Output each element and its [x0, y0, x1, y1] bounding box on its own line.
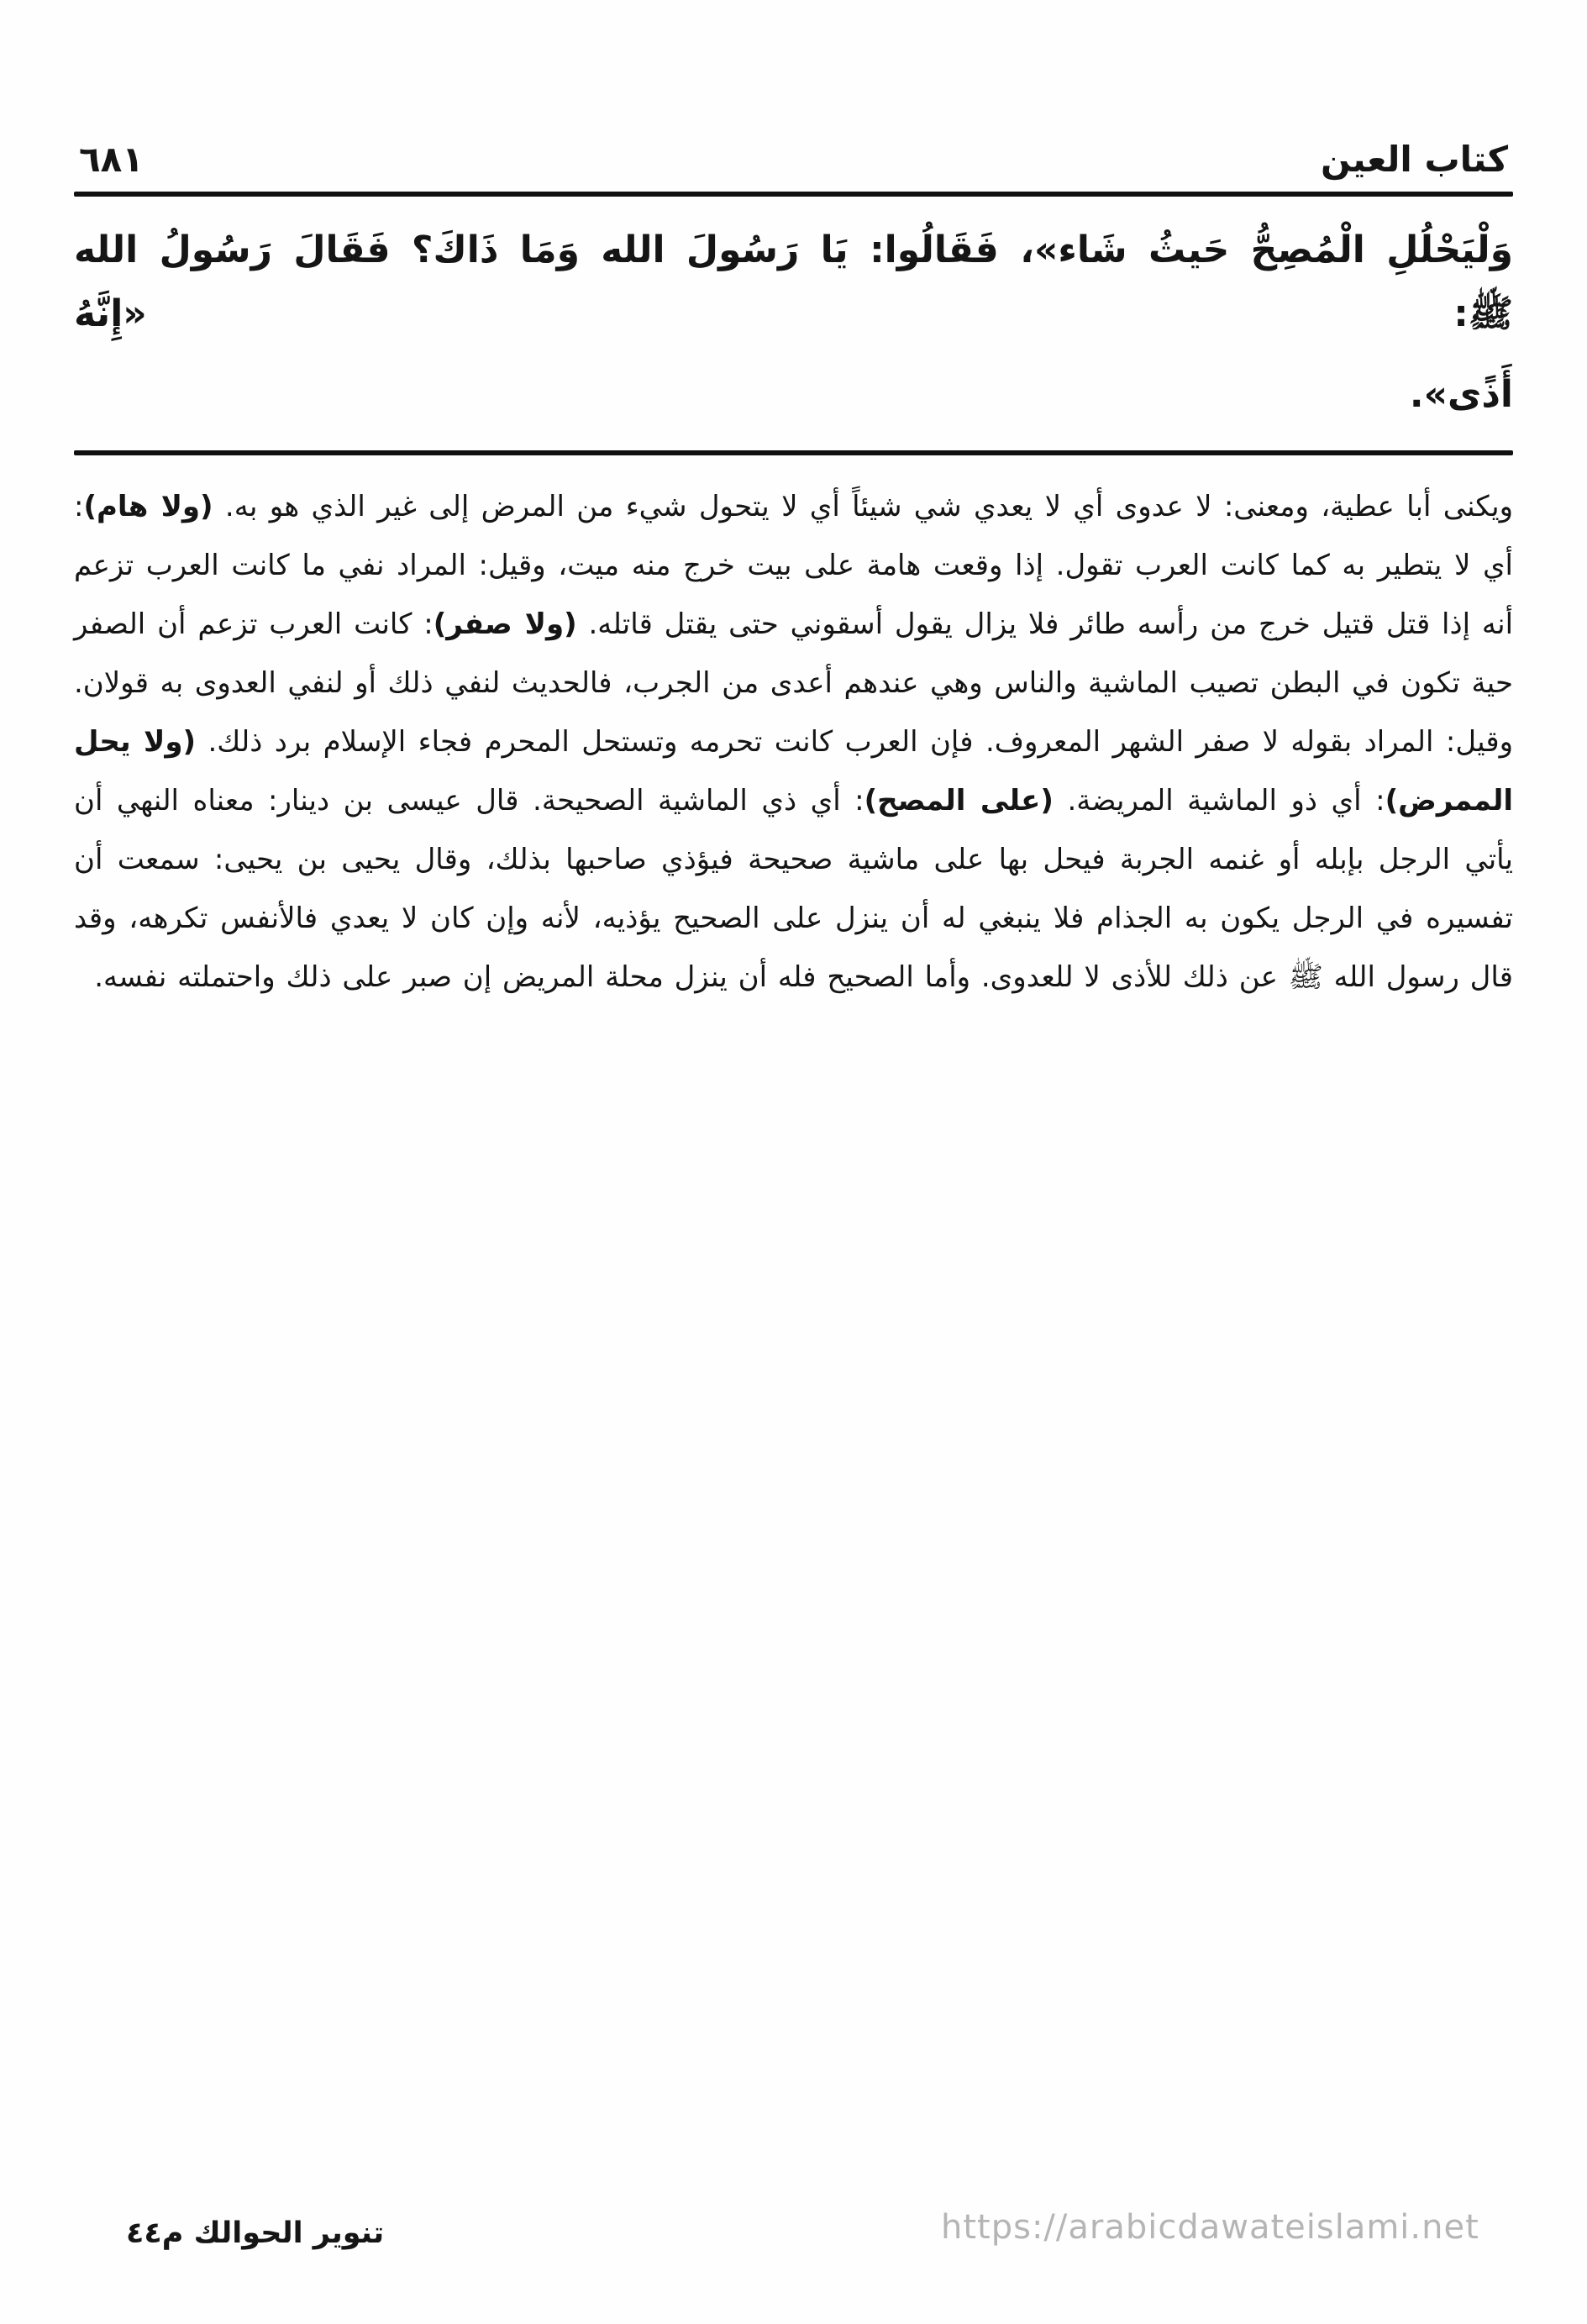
book-title: كتاب العين [1321, 139, 1508, 180]
volume-note: تنوير الحوالك م٤٤ [126, 2216, 385, 2250]
commentary-text: : أي لا يتطير به كما كانت العرب تقول. إذا وقعت هامة على بيت خرج منه ميت، وقيل: المراد نفي ما كانت العرب تزعم أنه إذا قتل قتيل خرج من رأسه طائر فلا يزال يقول أسقوني حتى يقتل قاتله. [74, 490, 1514, 641]
page-content [74, 0, 1513, 1007]
section-divider [74, 450, 1513, 455]
commentary-text: ويكنى أبا عطية، ومعنى: لا عدوى أي لا يعدي شي شيئاً أي لا يتحول شيء من المرض إلى غير الذي هو به. [213, 490, 1513, 523]
commentary-keyword: (ولا يحل الممرض) [74, 725, 1513, 818]
commentary-keyword: (ولا هام) [83, 490, 213, 523]
hadith-block [74, 218, 1513, 420]
hadith-line-2: أَذًى». [1409, 373, 1513, 416]
page-header [74, 139, 1513, 180]
hadith-line-1: وَلْيَحْلُلِ الْمُصِحُّ حَيثُ شَاء»، فَقَالُوا: يَا رَسُولَ الله وَمَا ذَاكَ؟ فَقَالَ رَسُولُ الله ﷺ: «إِنَّهُ [74, 229, 1513, 335]
commentary-text: : أي ذي الماشية الصحيحة. قال عيسى بن دينار: معناه النهي أن يأتي الرجل بإبله أو غنمه الجربة فيحل بها على ماشية صحيحة فيؤذي صاحبها بذلك، وقال يحيى بن يحيى: سمعت أن تفسيره في الرجل يكون به الجذام فلا ينبغي له أن ينزل على الصحيح يؤذيه، لأنه وإن كان لا يعدي فالأنفس تكرهه، وقد قال رسول الله ﷺ عن ذلك للأذى لا للعدوى. وأما الصحيح فله أن ينزل محلة المريض إن صبر على ذلك واحتملته نفسه. [74, 784, 1513, 994]
commentary-text: : أي ذو الماشية المريضة. [1053, 784, 1385, 818]
page-number: ٦٨١ [79, 139, 144, 180]
header-divider [74, 192, 1513, 197]
commentary-paragraph [74, 477, 1513, 1007]
commentary-keyword: (ولا صفر) [433, 607, 577, 641]
commentary-keyword: (على المصح) [864, 784, 1054, 818]
commentary-text: : كانت العرب تزعم أن الصفر حية تكون في البطن تصيب الماشية والناس وهي عندهم أعدى من الجرب، فالحديث لنفي ذلك أو لنفي العدوى به قولان. وقيل: المراد بقوله لا صفر الشهر المعروف. فإن العرب كانت تحرمه وتستحل المحرم فجاء الإسلام برد ذلك. [74, 607, 1513, 759]
watermark-url: https://arabicdawateislami.net [941, 2208, 1479, 2247]
